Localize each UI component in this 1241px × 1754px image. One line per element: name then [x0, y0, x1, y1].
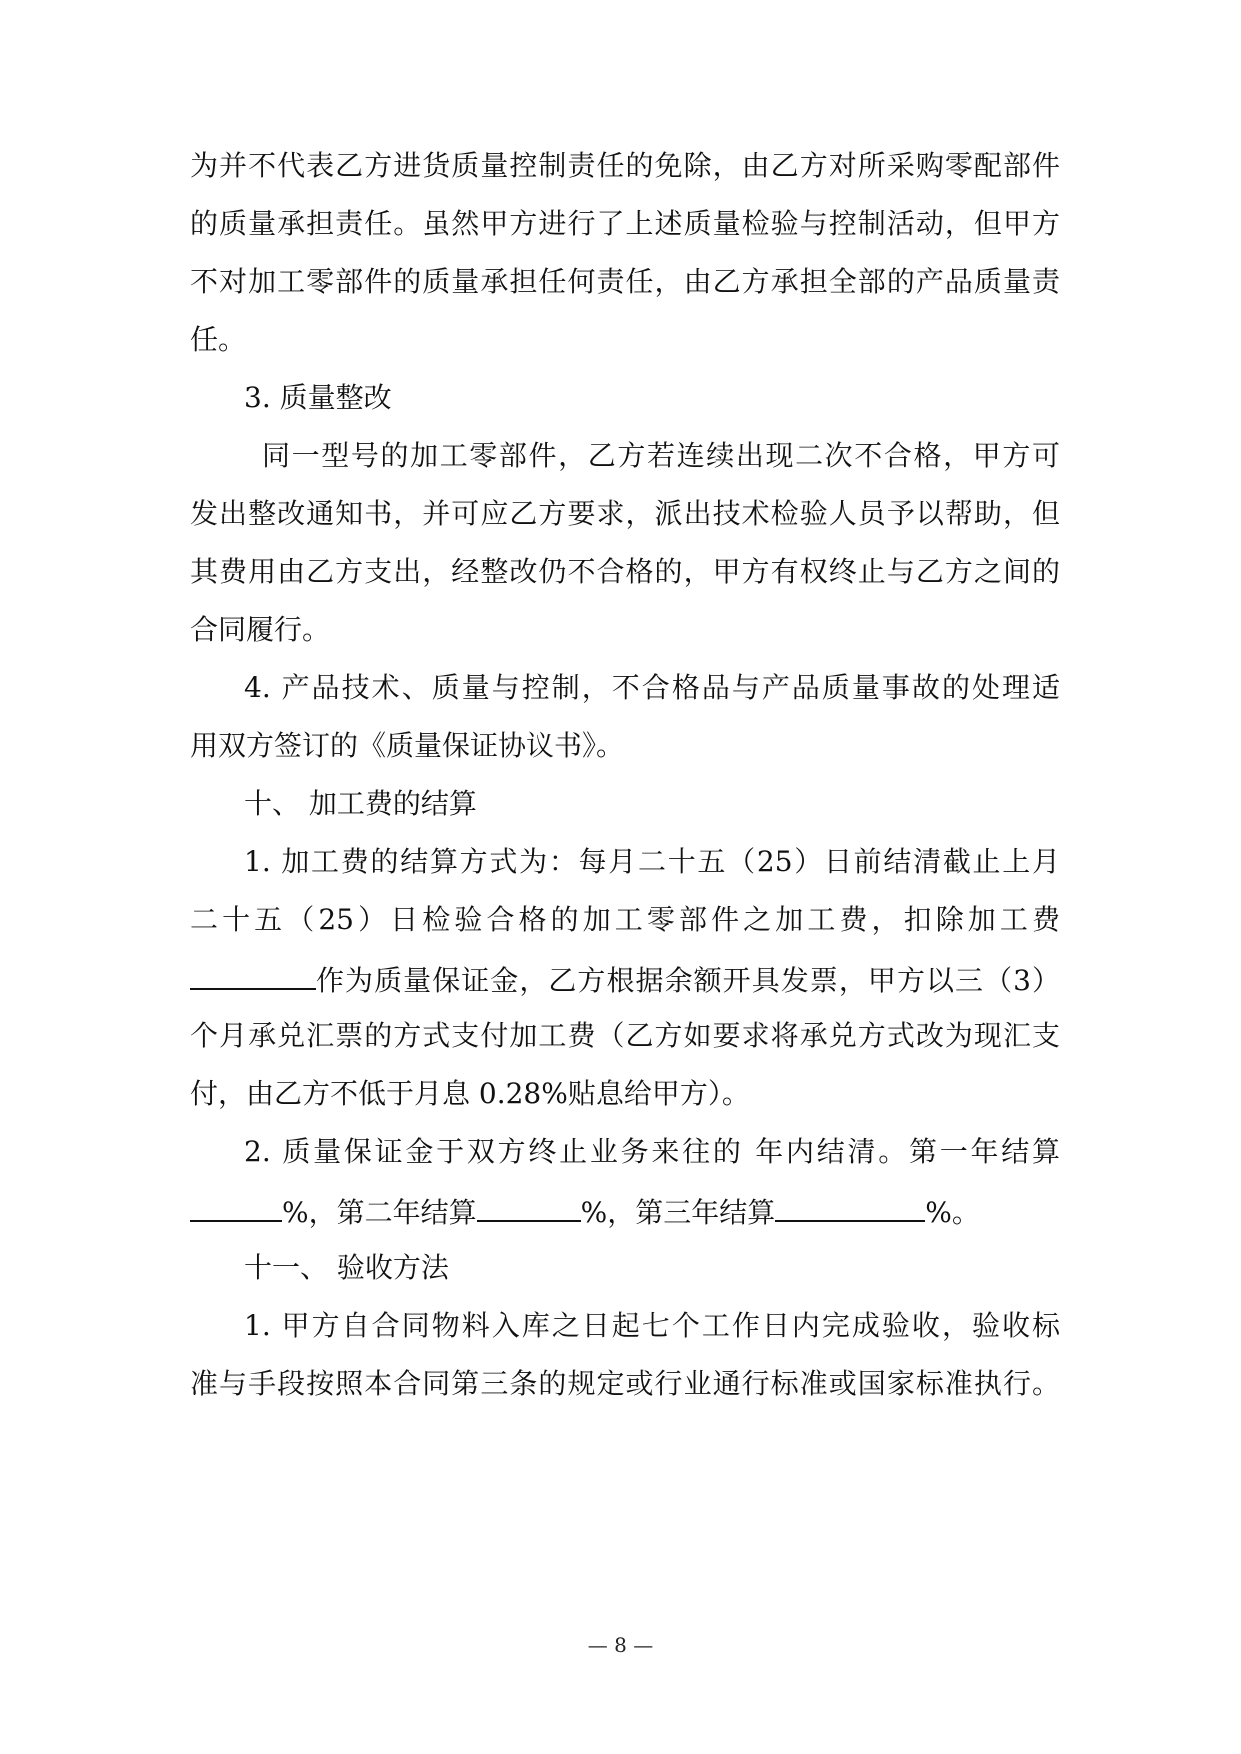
fill-blank[interactable]: [190, 1190, 282, 1222]
section-heading: 3. 质量整改: [244, 381, 392, 414]
body-line: 的质量承担责任。虽然甲方进行了上述质量检验与控制活动，但甲方: [190, 207, 1060, 240]
body-line: 个月承兑汇票的方式支付加工费（乙方如要求将承兑方式改为现汇支: [190, 1019, 1060, 1052]
section-heading: 十一、 验收方法: [244, 1251, 449, 1284]
body-line: 二十五（25）日检验合格的加工零部件之加工费，扣除加工费: [190, 903, 1060, 936]
body-line: 1. 甲方自合同物料入库之日起七个工作日内完成验收，验收标: [244, 1309, 1060, 1342]
body-line: 同一型号的加工零部件，乙方若连续出现二次不合格，甲方可: [262, 439, 1060, 472]
body-line: 合同履行。: [190, 613, 331, 646]
fill-blank[interactable]: [775, 1190, 925, 1222]
body-line: 为并不代表乙方进货质量控制责任的免除，由乙方对所采购零配部件: [190, 149, 1060, 182]
body-line: 4. 产品技术、质量与控制，不合格品与产品质量事故的处理适: [244, 671, 1060, 704]
body-line: 2. 质量保证金于双方终止业务来往的 年内结清。第一年结算: [244, 1135, 1060, 1168]
section-heading: 十、 加工费的结算: [244, 787, 477, 820]
body-line: 付，由乙方不低于月息 0.28%贴息给甲方）。: [190, 1077, 750, 1110]
body-line: 不对加工零部件的质量承担任何责任，由乙方承担全部的产品质量责: [190, 265, 1060, 298]
body-line: [190, 1190, 1060, 1230]
body-line: 用双方签订的《质量保证协议书》。: [190, 729, 625, 762]
body-line: 1. 加工费的结算方式为：每月二十五（25）日前结清截止上月: [244, 845, 1060, 878]
body-line: 其费用由乙方支出，经整改仍不合格的，甲方有权终止与乙方之间的: [190, 555, 1060, 588]
body-text: %，第二年结算: [282, 1196, 477, 1229]
body-line: [190, 958, 1060, 998]
body-text: %，第三年结算: [580, 1196, 776, 1229]
body-text: 作为质量保证金，乙方根据余额开具发票，甲方以三（3）: [316, 964, 1060, 997]
body-line: 准与手段按照本合同第三条的规定或行业通行标准或国家标准执行。: [190, 1367, 1060, 1400]
body-line: 任。: [190, 323, 247, 356]
body-line: 发出整改通知书，并可应乙方要求，派出技术检验人员予以帮助，但: [190, 497, 1060, 530]
fill-blank[interactable]: [190, 958, 316, 990]
fill-blank[interactable]: [477, 1190, 581, 1222]
body-text: %。: [925, 1196, 980, 1229]
page-number: — 8 —: [587, 1633, 654, 1657]
